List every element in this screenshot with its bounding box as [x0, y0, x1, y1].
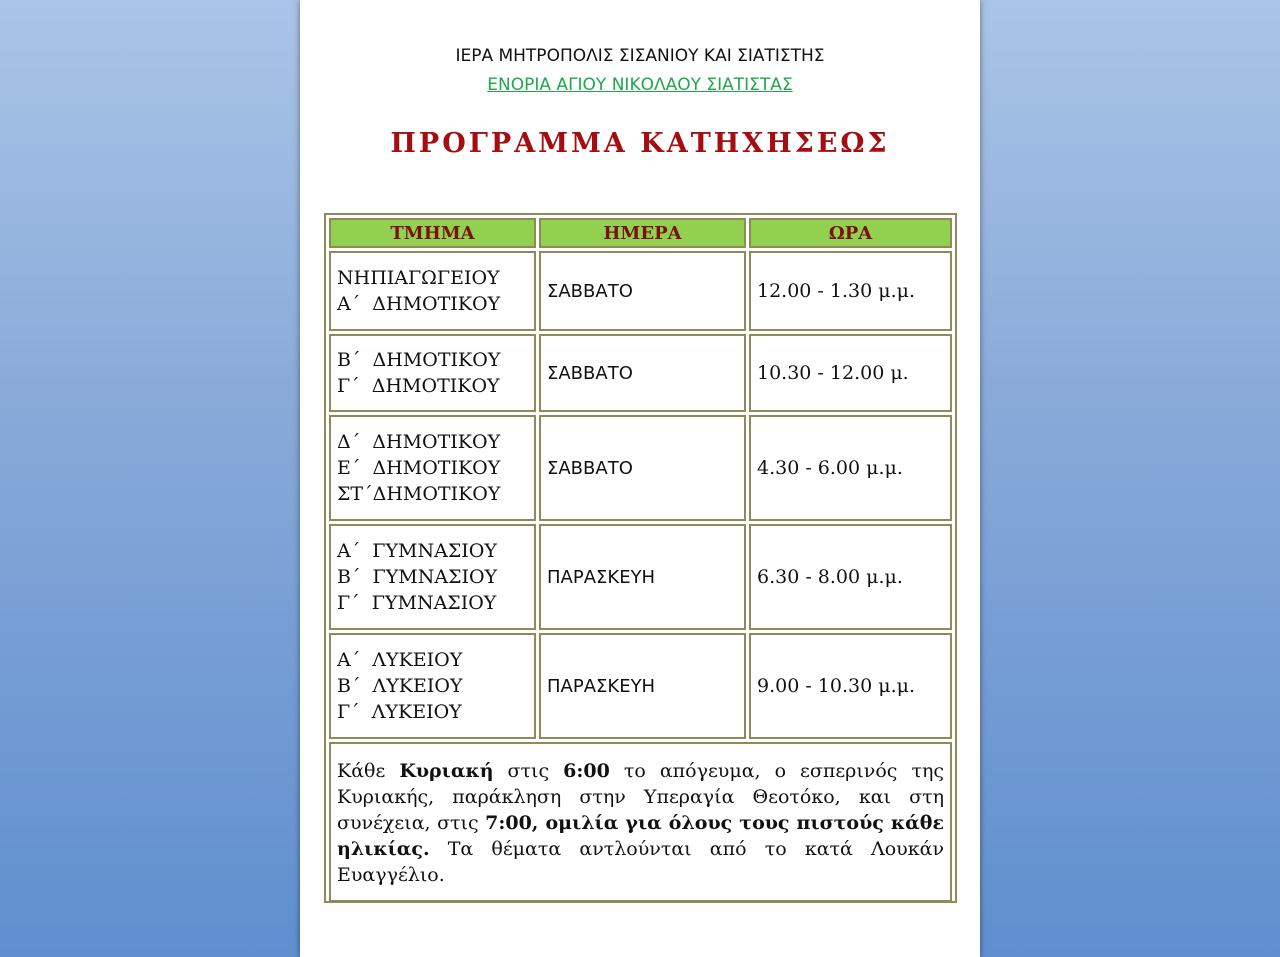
- table-row: [329, 334, 952, 412]
- table-row: [329, 633, 952, 739]
- time-cell: 4.30 - 6.00 μ.μ.: [749, 415, 952, 521]
- schedule-table: [326, 215, 955, 905]
- note-bold: 6:00: [563, 760, 610, 782]
- time-cell: 9.00 - 10.30 μ.μ.: [749, 633, 952, 739]
- class-line: Β΄ ΛΥΚΕΙΟΥ: [337, 675, 463, 697]
- class-line: Ε΄ ΔΗΜΟΤΙΚΟΥ: [337, 457, 501, 479]
- class-line: Γ΄ ΔΗΜΟΤΙΚΟΥ: [337, 375, 500, 397]
- day-cell: ΣΑΒΒΑΤΟ: [539, 334, 746, 412]
- class-cell: [329, 415, 536, 521]
- sunday-note: [329, 742, 952, 902]
- class-line: Γ΄ ΛΥΚΕΙΟΥ: [337, 701, 462, 723]
- class-line: ΣΤ΄ΔΗΜΟΤΙΚΟΥ: [337, 483, 501, 505]
- note-text: στις: [493, 760, 564, 782]
- class-line: Α΄ ΔΗΜΟΤΙΚΟΥ: [337, 293, 501, 315]
- schedule-table-frame: [324, 213, 957, 903]
- class-line: Γ΄ ΓΥΜΝΑΣΙΟΥ: [337, 592, 497, 614]
- class-line: Β΄ ΔΗΜΟΤΙΚΟΥ: [337, 349, 501, 371]
- day-cell: ΠΑΡΑΣΚΕΥΗ: [539, 633, 746, 739]
- class-cell: [329, 633, 536, 739]
- class-line: Α΄ ΛΥΚΕΙΟΥ: [337, 649, 463, 671]
- document-page: [300, 0, 980, 957]
- note-text: το απόγευμα, ο εσπερινός της Κυριακής, παράκληση στην Υπεραγία Θεοτόκο, και στη συνέχεια, στις: [337, 760, 944, 834]
- note-row: [329, 742, 952, 902]
- column-header-section: ΤΜΗΜΑ: [329, 218, 536, 248]
- class-line: Β΄ ΓΥΜΝΑΣΙΟΥ: [337, 566, 498, 588]
- day-cell: ΠΑΡΑΣΚΕΥΗ: [539, 524, 746, 630]
- column-header-time: ΩΡΑ: [749, 218, 952, 248]
- class-cell: [329, 334, 536, 412]
- column-header-day: ΗΜΕΡΑ: [539, 218, 746, 248]
- page-title: ΠΡΟΓΡΑΜΜΑ ΚΑΤΗΧΗΣΕΩΣ: [390, 128, 890, 159]
- note-bold: 7:00, ομιλία για όλους τους πιστούς κάθε ηλικίας.: [337, 812, 944, 860]
- class-line: Δ΄ ΔΗΜΟΤΙΚΟΥ: [337, 431, 501, 453]
- time-cell: 10.30 - 12.00 μ.: [749, 334, 952, 412]
- note-text: Κάθε: [337, 760, 400, 782]
- table-row: [329, 524, 952, 630]
- class-cell: [329, 524, 536, 630]
- note-bold: Κυριακή: [399, 760, 494, 782]
- day-cell: ΣΑΒΒΑΤΟ: [539, 251, 746, 331]
- table-row: [329, 251, 952, 331]
- note-text: Τα θέματα αντλούνται από το κατά Λουκάν Ευαγγέλιο.: [337, 838, 944, 886]
- class-cell: [329, 251, 536, 331]
- table-row: [329, 415, 952, 521]
- day-cell: ΣΑΒΒΑΤΟ: [539, 415, 746, 521]
- class-line: ΝΗΠΙΑΓΩΓΕΙΟΥ: [337, 267, 500, 289]
- time-cell: 12.00 - 1.30 μ.μ.: [749, 251, 952, 331]
- table-header-row: [329, 218, 952, 248]
- time-cell: 6.30 - 8.00 μ.μ.: [749, 524, 952, 630]
- class-line: Α΄ ΓΥΜΝΑΣΙΟΥ: [337, 540, 497, 562]
- metropolis-heading: ΙΕΡΑ ΜΗΤΡΟΠΟΛΙΣ ΣΙΣΑΝΙΟΥ ΚΑΙ ΣΙΑΤΙΣΤΗΣ: [455, 46, 825, 66]
- parish-heading: ΕΝΟΡΙΑ ΑΓΙΟΥ ΝΙΚΟΛΑΟΥ ΣΙΑΤΙΣΤΑΣ: [487, 75, 793, 95]
